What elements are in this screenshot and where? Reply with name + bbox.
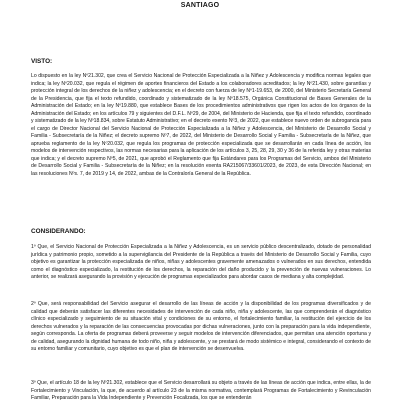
considerando-paragraph-1: 1º Que, el Servicio Nacional de Protección Especializada a la Niñez y Adolescencia, es un servicio público descentralizado, dotado de personalidad jurídica y patrimonio propio, sometido a la supervigilancia del Presidente de la República a través del Ministerio de Desarrollo Social y Familia, cuyo objetivo es garantizar la protección especializada de niños, niñas y adolescentes gravemente amenazados o vulnerados en sus derechos, entendida como el diagnóstico especializado, la restitución de los derechos, la reparación del daño producido y la prevención de nuevas vulneraciones. Lo anterior, se realizará asegurando la provisión y ejecución de programas especializados para abordar casos de mediana y alta complejidad.: [31, 244, 371, 280]
considerando-paragraph-3: 3º Que, el artículo 18 de la ley Nº21.302, establece que el Servicio desarrollará su objeto a través de las líneas de acción que indica, entre ellas, la de Fortalecimiento y Vinculación, la que, de acuerdo al artículo 23 de la misma normativa, contemplará Programas de Fortalecimiento y Revinculación Familiar, Preparación para la Vida Independiente y Prevención Focalizada, los que se entenderán: [31, 380, 371, 400]
considerando-paragraph-2: 2º Que, será responsabilidad del Servicio asegurar el desarrollo de las líneas de acción y la disponibilidad de los programas diversificados y de calidad que deberán satisfacer las diferentes necesidades de intervención de cada niño, niña y adolescente, las que comprenderán el diagnóstico clínico especializado y seguimiento de su situación vital y condiciones de su entorno, el fortalecimiento familiar, la restitución del ejercicio de los derechos vulnerados y la reparación de las consecuencias provocadas por dichas vulneraciones, junto con la preparación para la vida independiente, según corresponda. La oferta de programas deberá proveerse y seguir modelos de intervención diferenciados, que permitan una atención oportuna y de calidad, asegurando la dignidad humana de todo niño, niña y adolescente, y se prestará de modo sistémico e integral, considerando el contexto de su entorno familiar y comunitario, cuyo objetivo es que el plan de intervención se desenvuelva.: [31, 301, 371, 352]
visto-heading: VISTO:: [31, 58, 53, 65]
considerando-heading: CONSIDERANDO:: [31, 228, 86, 235]
page-header-title: SANTIAGO: [180, 2, 220, 9]
visto-paragraph: Lo dispuesto en la ley Nº21.302, que crea el Servicio Nacional de Protección Especializada a la Niñez y Adolescencia y modifica normas legales que indica; la ley Nº20.032, que regula el régimen de aportes financieros del Estado a los colaboradores acreditados; la ley Nº21.430, sobre garantías y protección integral de los derechos de la niñez y adolescencia; en el decreto con fuerza de ley Nº1-19.653, de 2000, del Ministerio Secretaría General de la Presidencia, que fija el texto refundido, coordinado y sistematizado de la ley Nº18.575, Orgánica Constitucional de Bases Generales de la Administración del Estado; en la ley Nº19.880, que establece Bases de los procedimientos administrativos que rigen los actos de los órganos de la Administración del Estado; en los artículos 79 y siguientes del D.F.L. Nº29, de 2004, del Ministerio de Hacienda, que fija el texto refundido, coordinado y sistematizado de la ley Nº18.834, sobre Estatuto Administrativo; en el decreto exento Nº3, de 2022, que establece nuevo orden de subrogancia para el cargo de Director Nacional del Servicio Nacional de Protección Especializada a la Niñez y Adolescencia, del Ministerio de Desarrollo Social y Familia - Subsecretaría de la Niñez; el decreto supremo Nº7, de 2022, del Ministerio de Desarrollo Social y Familia - Subsecretaría de la Niñez, que aprueba reglamento de la ley Nº20.032, que regula los programas de protección especializada que se desarrollarán en cada línea de acción, los modelos de intervención respectivos, las normas necesarias para la aplicación de los artículos 3, 25, 28, 29, 30 y 36 de la referida ley y otras materias que indica; y el decreto supremo Nº5, de 2021, que aprobó el Reglamento que fija Estándares para los Programas del Servicio, ambos del Ministerio de Desarrollo Social y Familia - Subsecretaría de la Niñez; en la resolución exenta RA215067/33601/2023, de 2023, de esta Dirección Nacional; en las resoluciones Nºs. 7, de 2019 y 14, de 2022, ambas de la Contraloría General de la República.: [31, 73, 371, 177]
